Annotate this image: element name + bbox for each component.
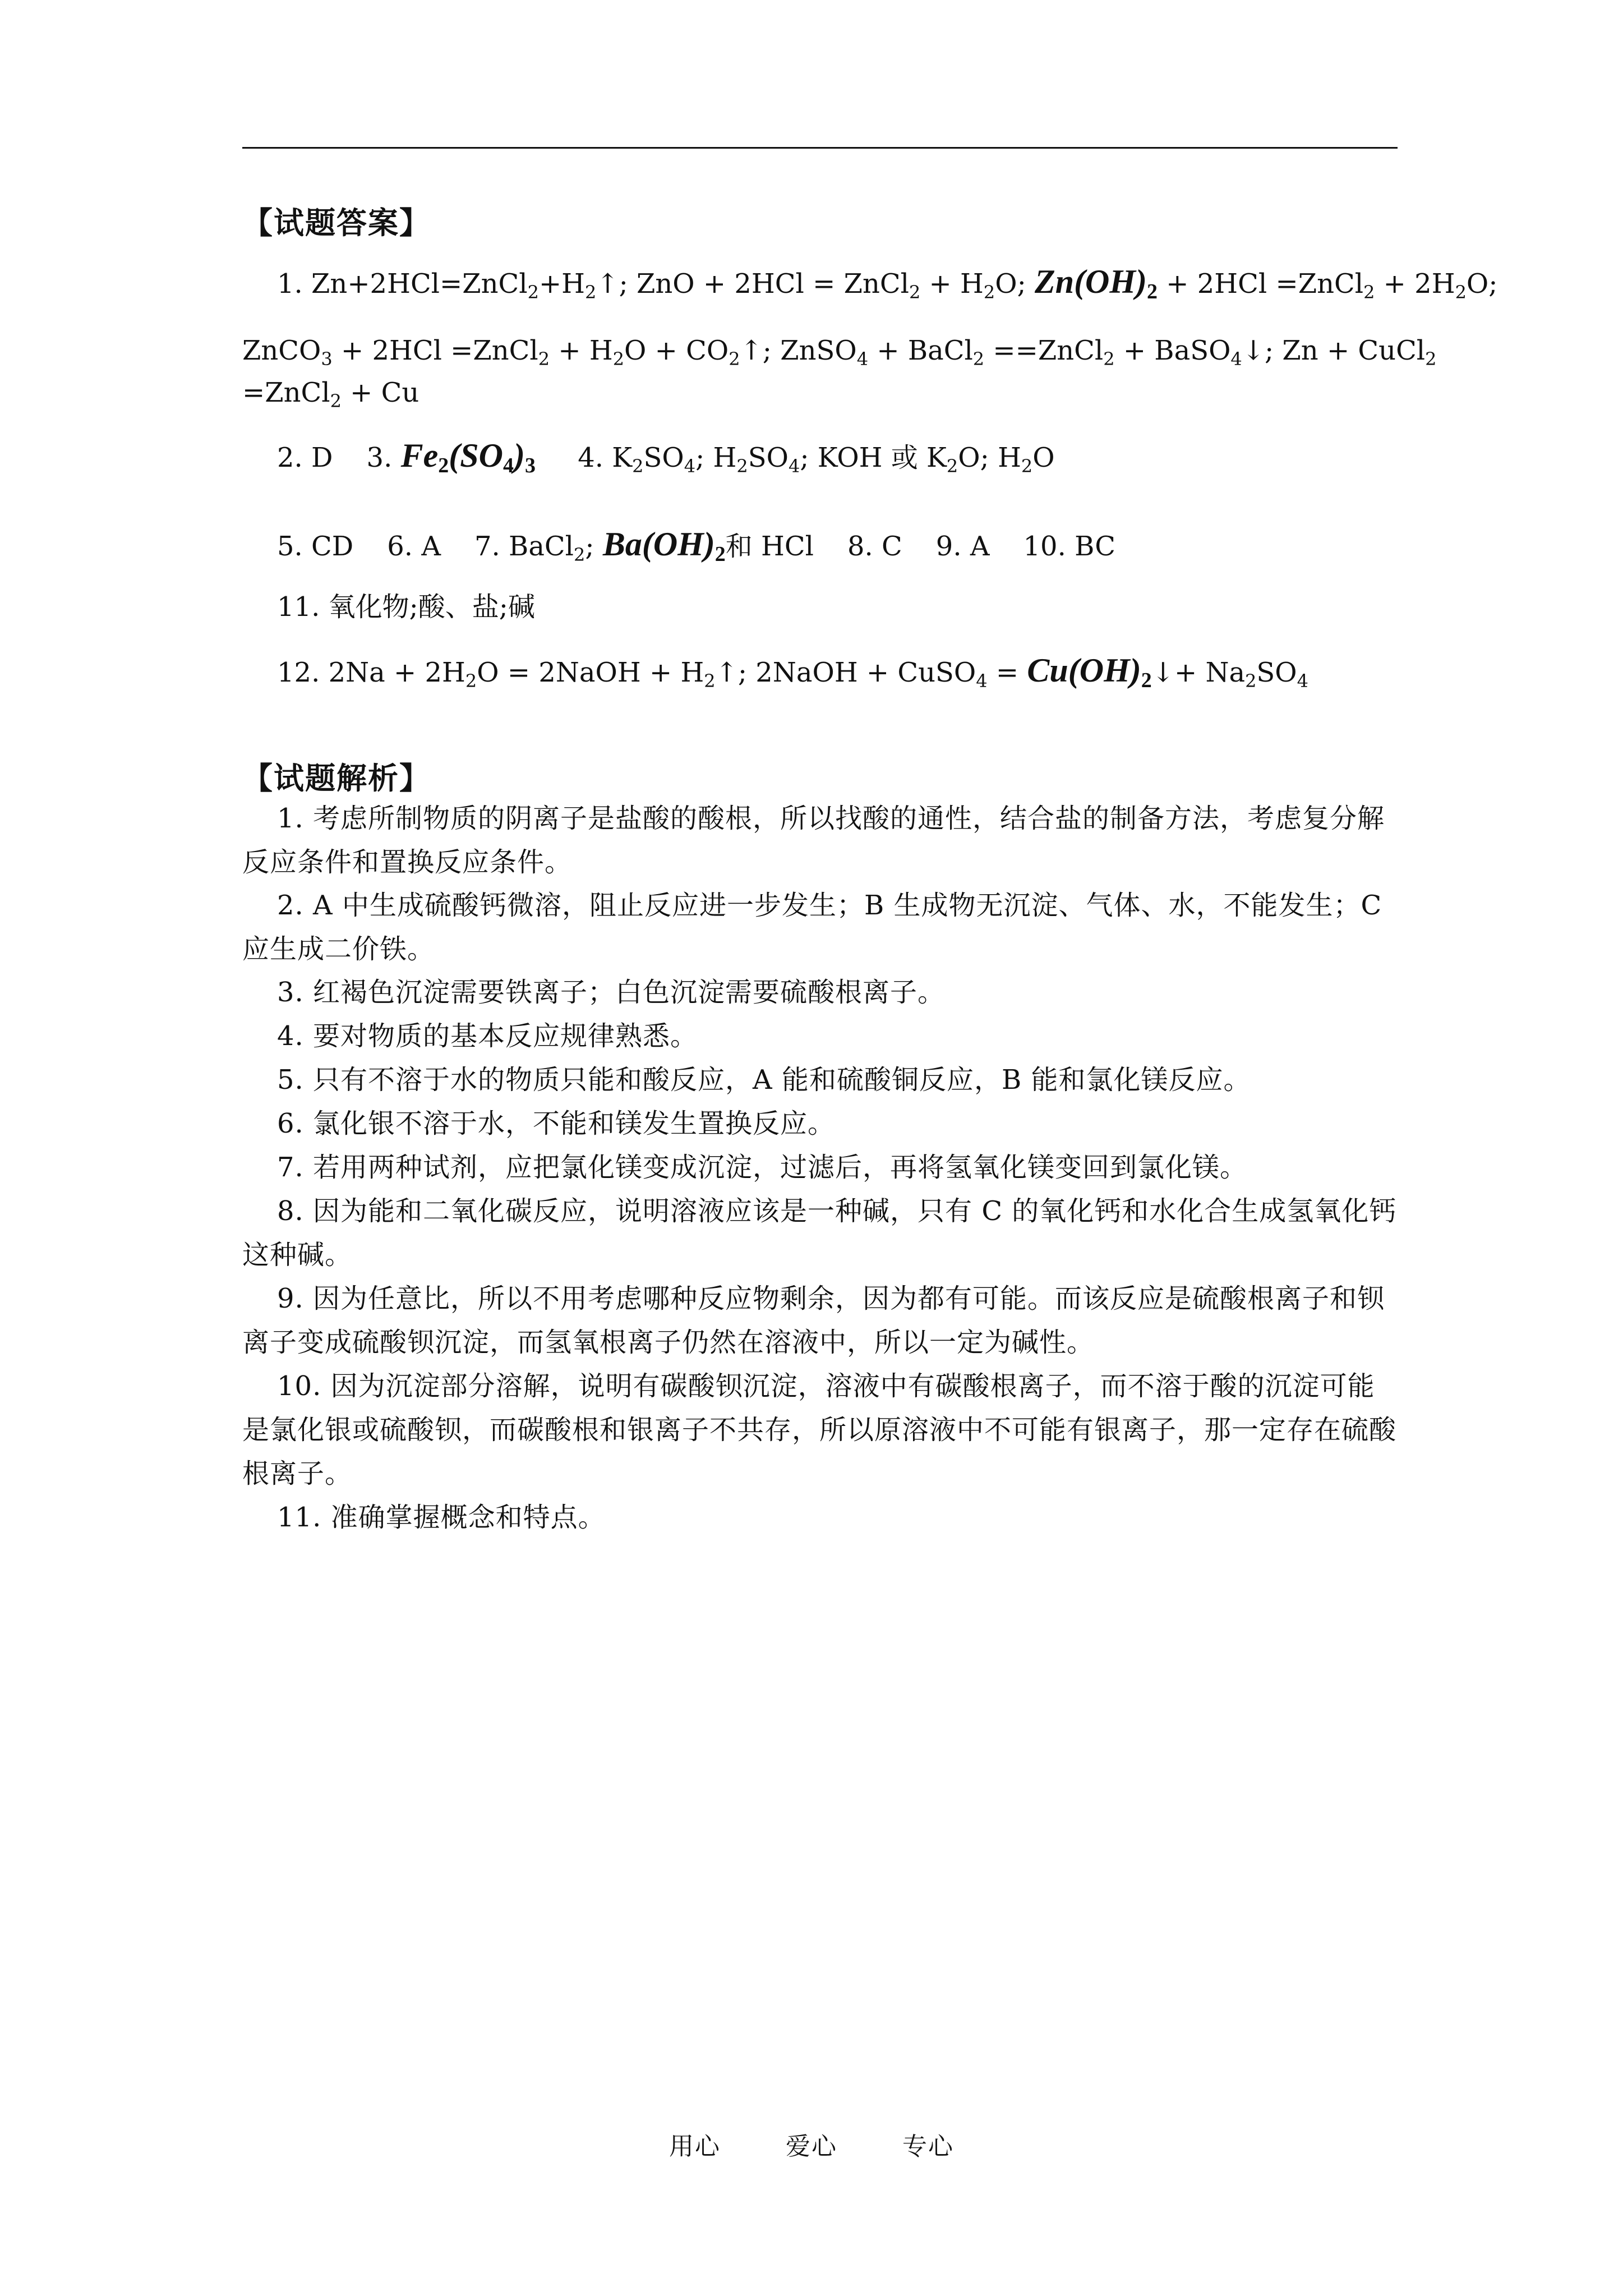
answers-2-4: 2. D 3. $Fe_2(SO_4)_3$ 4. $K_2SO_4$; $H_2SO_4$; KOH 或 $K_2O$; $H_2O$ [277,437,1055,477]
formula-cu-oh2: $Cu(OH)_2$ [1027,652,1152,692]
analysis-item-1: 1. 考虑所制物质的阴离子是盐酸的酸根，所以找酸的通性，结合盐的制备方法，考虑复分解反应条件和置换反应条件。 [242,803,1385,878]
answer-1-line-2: ZnCO$_3$ + 2HCl =ZnCl$_2$ + $H_2O$ + $CO_2↑$; ZnSO$_4$ + BaCl$_2$ ==ZnCl$_2$ + BaSO$_4$↓; Zn + CuCl$_2$ [242,335,1437,370]
answers-heading: 【试题答案】 [242,205,431,241]
analysis-item-4: 4. 要对物质的基本反应规律熟悉。 [277,1020,698,1052]
footer-text-2: 爱心 [786,2132,837,2161]
footer-text-1: 用心 [669,2132,721,2161]
analysis-heading: 【试题解析】 [242,760,431,796]
header-rule [242,147,1398,149]
analysis-item-2: 2. A 中生成硫酸钙微溶，阻止反应进一步发生；B 生成物无沉淀、气体、水，不能发生；C 应生成二价铁。 [242,890,1382,965]
answer-12: 12. $2Na + 2H_2O$ = 2NaOH + $H_2↑$; 2NaOH + CuSO$_4$ = $Cu(OH)_2↓+ Na_2SO_4$ [277,652,1309,692]
answer-1-line-1: 1. $Zn+2HCl=ZnCl_2+H_2↑$; ZnO + 2HCl = ZnCl$_2$ + $H_2O$; $Zn(OH)_2 + 2HCl$ =ZnCl$_2$ + $2H_2O$; [277,263,1498,303]
page-footer [0,2126,1623,2162]
analysis-item-6: 6. 氯化银不溶于水，不能和镁发生置换反应。 [277,1108,836,1139]
answer-11: 11. 氧化物;酸、盐;碱 [277,591,535,623]
analysis-item-9: 9. 因为任意比，所以不用考虑哪种反应物剩余，因为都有可能。而该反应是硫酸根离子和钡离子变成硫酸钡沉淀，而氢氧根离子仍然在溶液中，所以一定为碱性。 [242,1283,1385,1358]
formula-fe2-so4-3: $Fe_2(SO_4)_3$ [400,437,536,477]
formula-ba-oh2: $Ba(OH)_2$ [602,526,726,566]
analysis-item-10: 10. 因为沉淀部分溶解，说明有碳酸钡沉淀，溶液中有碳酸根离子，而不溶于酸的沉淀可能是氯化银或硫酸钡，而碳酸根和银离子不共存，所以原溶液中不可能有银离子，那一定存在硫酸根离子。 [242,1370,1397,1489]
answer-1-line-3: =ZnCl$_2$ + Cu [242,377,419,412]
analysis-item-7: 7. 若用两种试剂，应把氯化镁变成沉淀，过滤后，再将氢氧化镁变回到氯化镁。 [277,1152,1248,1183]
analysis-item-3: 3. 红褐色沉淀需要铁离子；白色沉淀需要硫酸根离子。 [277,977,946,1008]
footer-text-3: 专心 [902,2132,954,2161]
formula-zn-oh2: $Zn(OH)_2$ [1035,263,1158,303]
answers-5-10: 5. CD 6. A 7. BaCl$_2$; $Ba(OH)_2$和 HCl 8. C 9. A 10. BC [277,526,1115,566]
analysis-item-8: 8. 因为能和二氧化碳反应，说明溶液应该是一种碱，只有 C 的氧化钙和水化合生成氢氧化钙这种碱。 [242,1195,1397,1271]
analysis-item-11: 11. 准确掌握概念和特点。 [277,1502,606,1533]
analysis-item-5: 5. 只有不溶于水的物质只能和酸反应，A 能和硫酸铜反应，B 能和氯化镁反应。 [277,1064,1251,1096]
